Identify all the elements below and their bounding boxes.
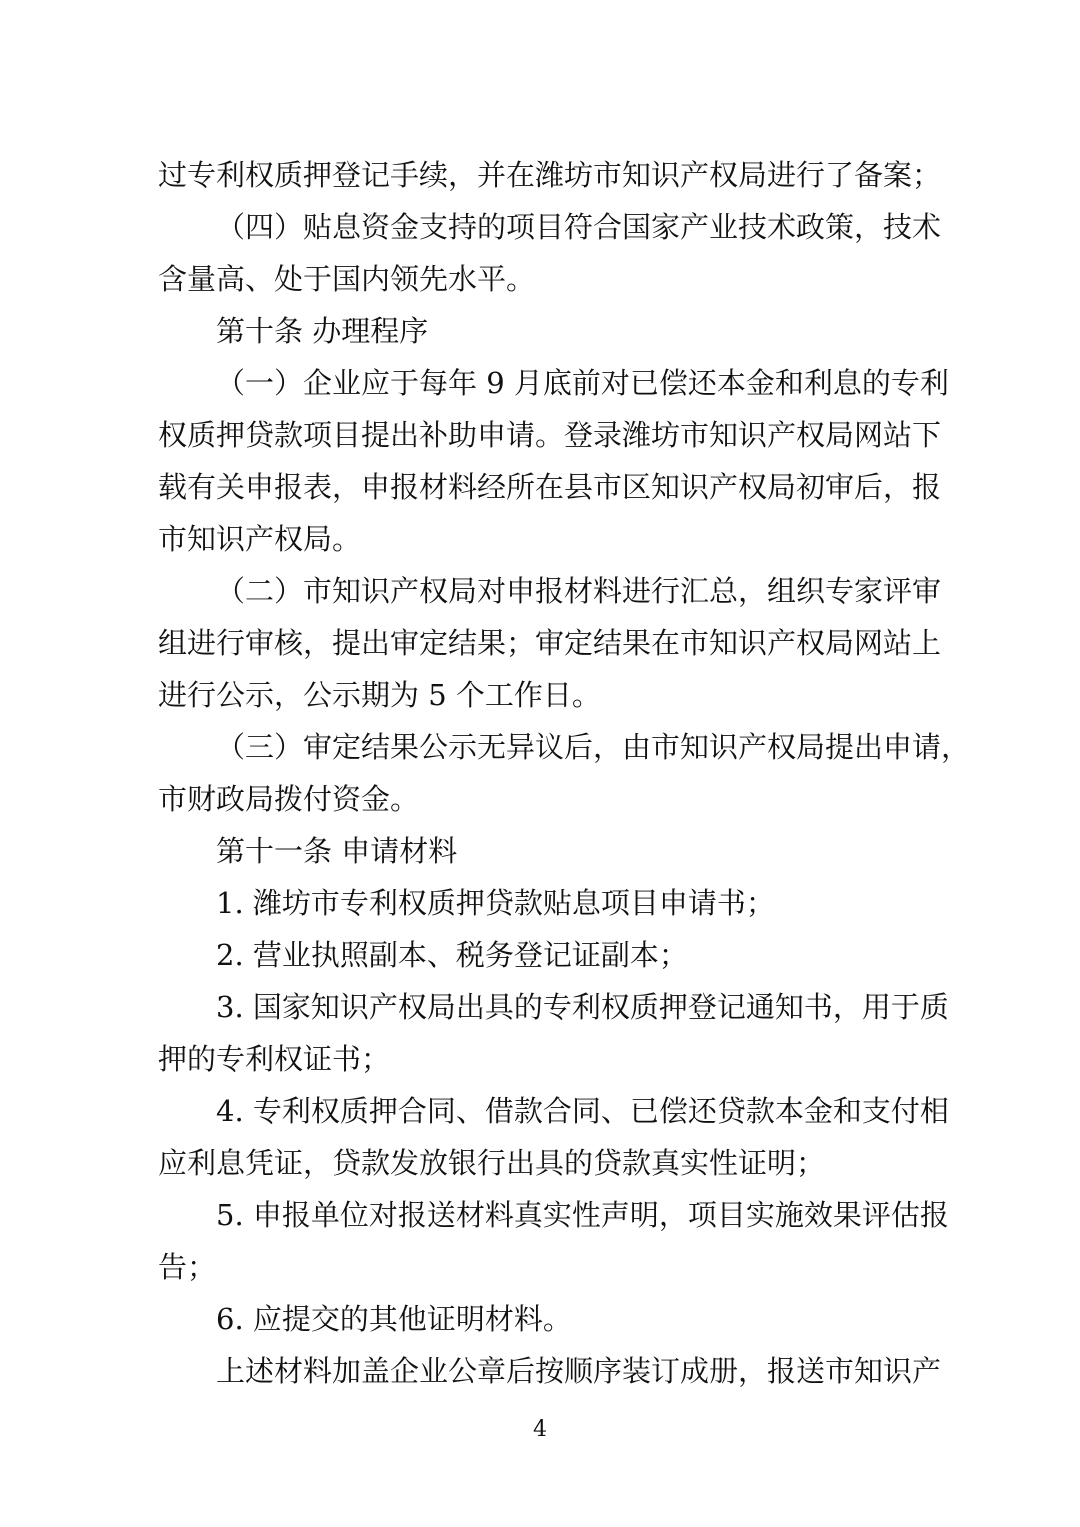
text-line: 市财政局拨付资金。 — [158, 782, 420, 816]
page-number: 4 — [533, 1417, 547, 1442]
text-line: 告； — [158, 1250, 217, 1284]
text-line: 市知识产权局。 — [158, 522, 362, 556]
text-line: 过专利权质押登记手续，并在潍坊市知识产权局进行了备案； — [158, 158, 942, 192]
section-heading: 第十条 办理程序 — [216, 314, 429, 348]
list-item: 3. 国家知识产权局出具的专利权质押登记通知书，用于质 — [216, 990, 949, 1024]
text-line: 权质押贷款项目提出补助申请。登录潍坊市知识产权局网站下 — [158, 418, 942, 452]
list-item: 4. 专利权质押合同、借款合同、已偿还贷款本金和支付相 — [216, 1094, 949, 1128]
list-item: 1. 潍坊市专利权质押贷款贴息项目申请书； — [216, 886, 775, 920]
text-line: 组进行审核，提出审定结果；审定结果在市知识产权局网站上 — [158, 626, 942, 660]
text-line: 押的专利权证书； — [158, 1042, 391, 1076]
text-line: （三）审定结果公示无异议后，由市知识产权局提出申请， — [216, 730, 971, 764]
section-heading: 第十一条 申请材料 — [216, 834, 458, 868]
text-line: 载有关申报表，申报材料经所在县市区知识产权局初审后，报 — [158, 470, 942, 504]
text-line: 进行公示，公示期为 5 个工作日。 — [158, 678, 601, 712]
text-line: （四）贴息资金支持的项目符合国家产业技术政策，技术 — [216, 210, 942, 244]
list-item: 2. 营业执照副本、税务登记证副本； — [216, 938, 688, 972]
text-line: 含量高、处于国内领先水平。 — [158, 262, 536, 296]
text-line: （一）企业应于每年 9 月底前对已偿还本金和利息的专利 — [216, 366, 949, 400]
list-item: 5. 申报单位对报送材料真实性声明，项目实施效果评估报 — [216, 1198, 949, 1232]
list-item: 6. 应提交的其他证明材料。 — [216, 1302, 572, 1336]
text-line: （二）市知识产权局对申报材料进行汇总，组织专家评审 — [216, 574, 942, 608]
text-line: 上述材料加盖企业公章后按顺序装订成册，报送市知识产 — [216, 1354, 942, 1388]
text-line: 应利息凭证，贷款发放银行出具的贷款真实性证明； — [158, 1146, 826, 1180]
